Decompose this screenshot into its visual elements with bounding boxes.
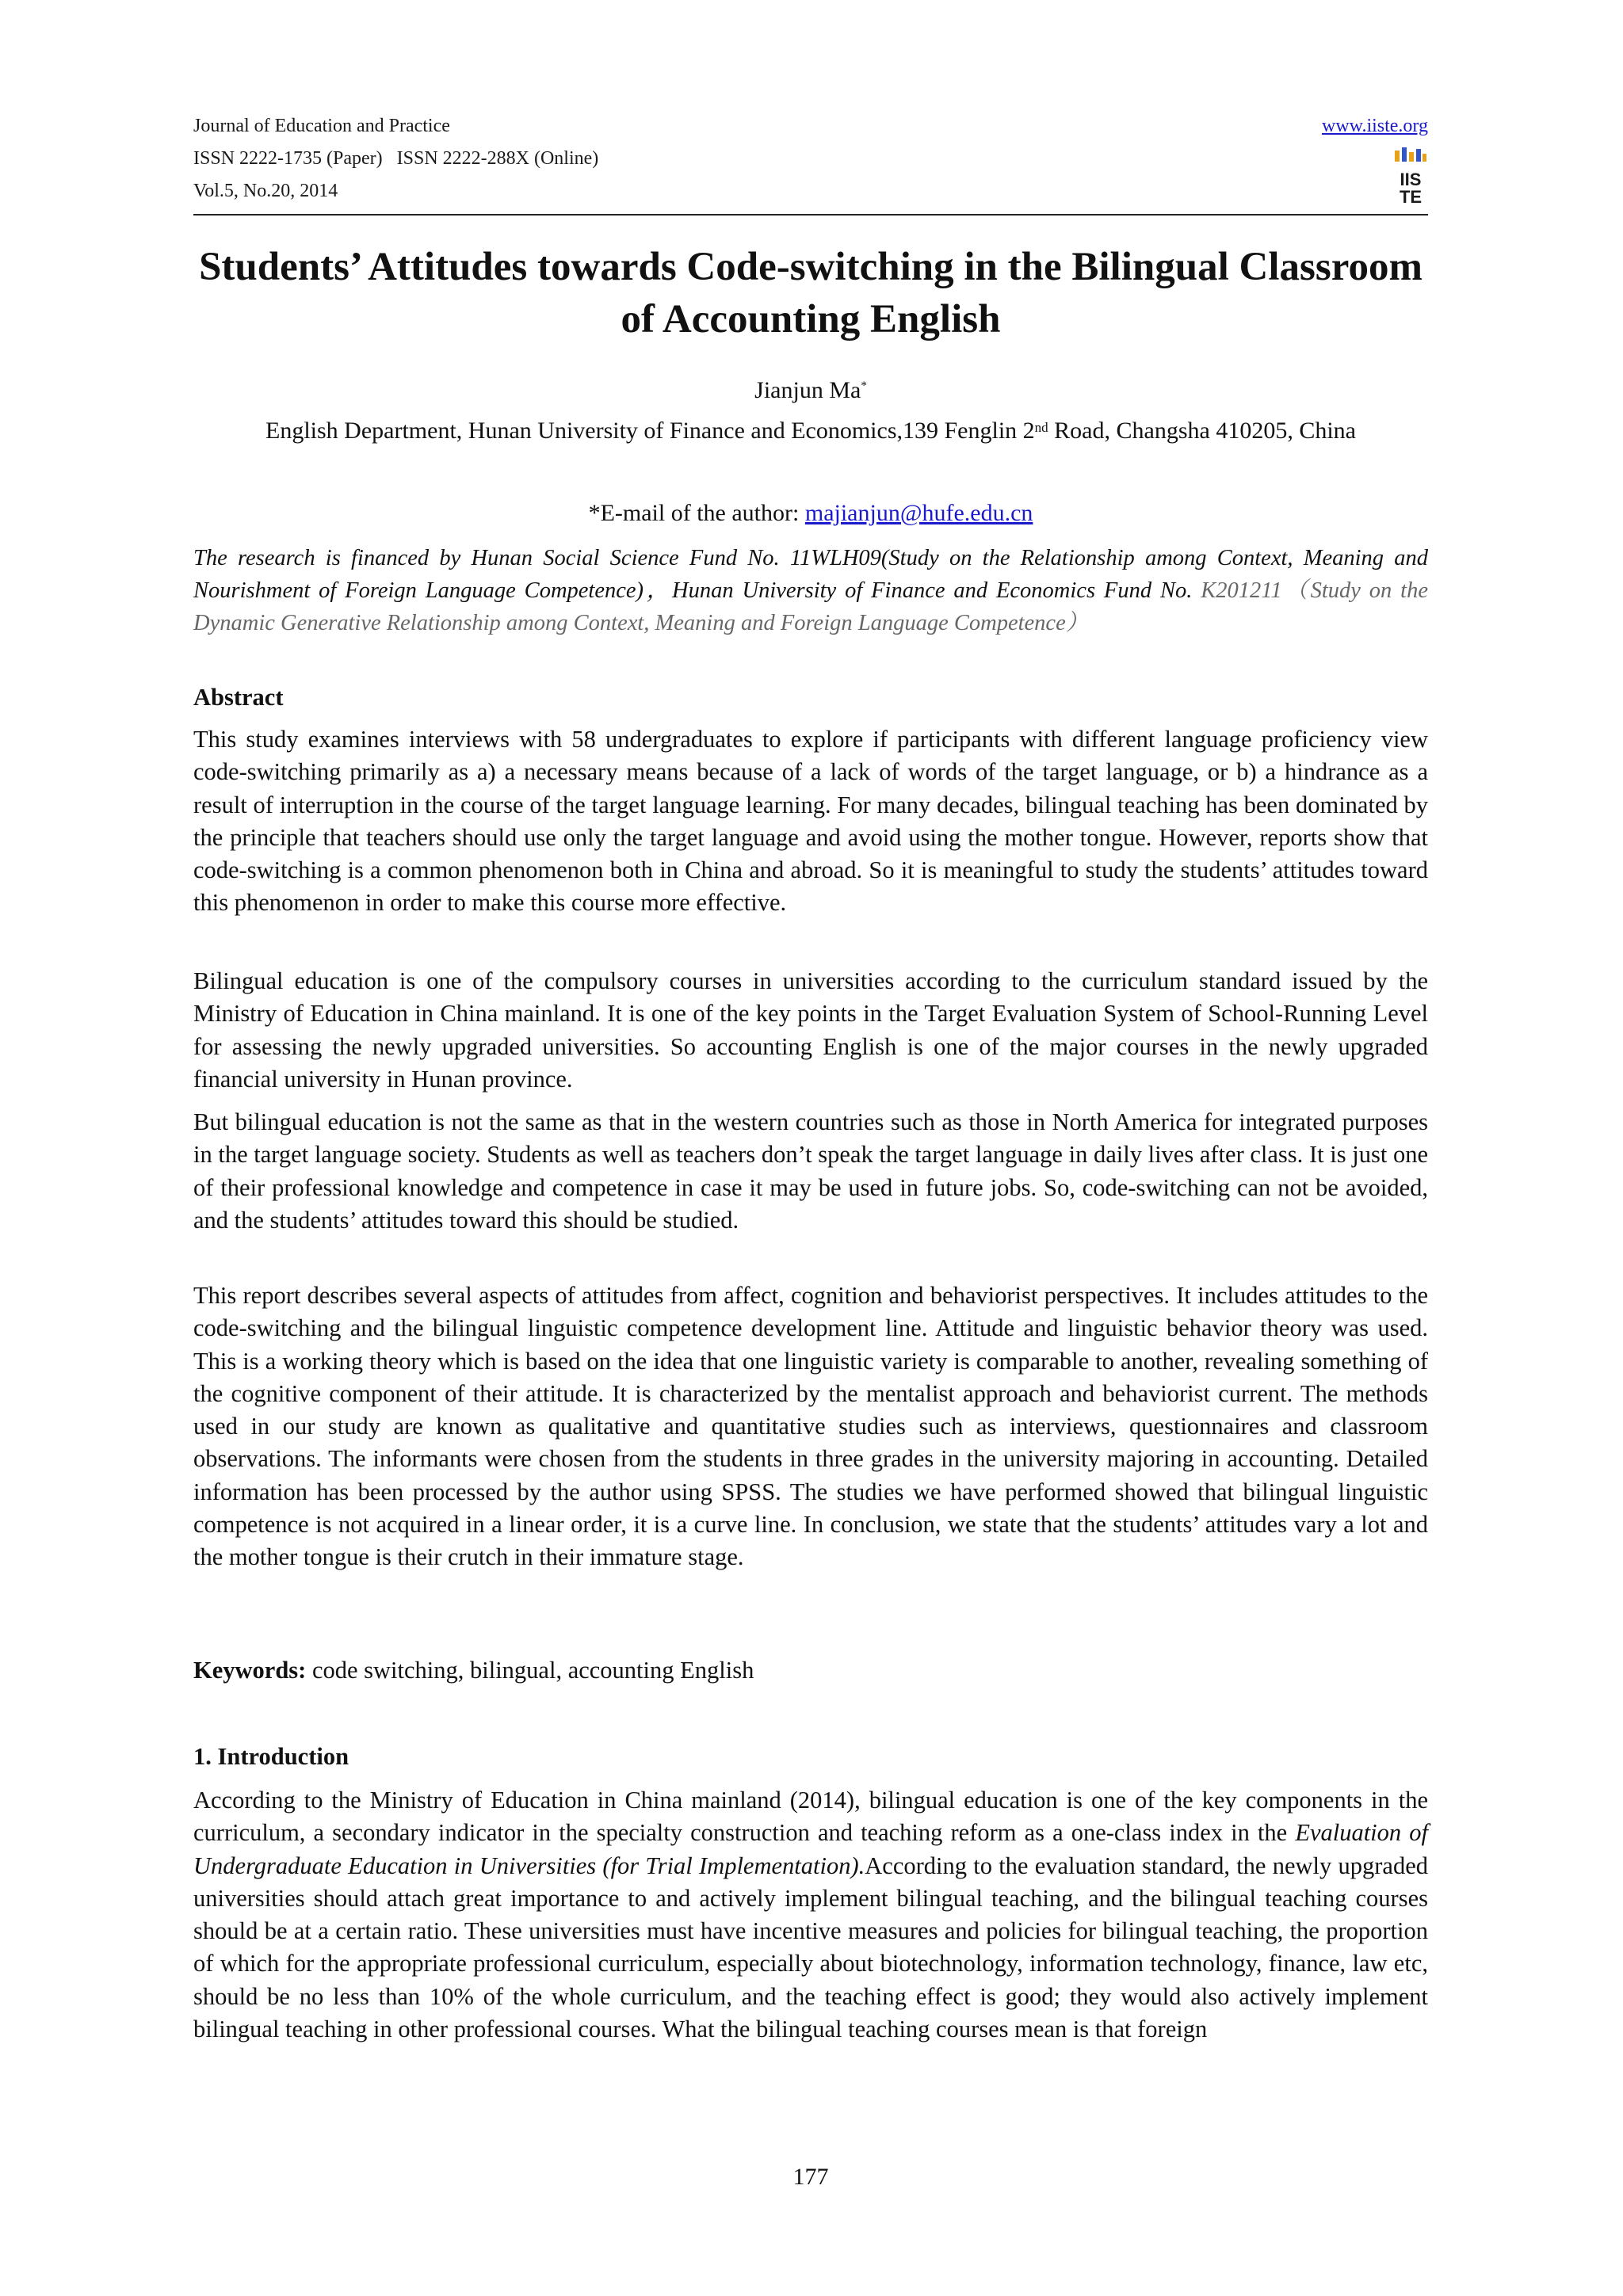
introduction-text-2: According to the evaluation standard, the newly upgraded universities should attach great importance to and actively implement bilingual teaching, and the bilingual teaching courses should be at a certain ratio. These universities must have incentive measures and policies for bilingual teaching, the proportion of which for the appropriate professional curriculum, especially about biotechnology, information technology, finance, law etc, should be no less than 10% of the whole curriculum, and the teaching effect is good; they would also actively implement bilingual teaching in other professional courses. What the bilingual teaching courses mean is that foreign bbox=[193, 1852, 1428, 2043]
author-line bbox=[193, 376, 1428, 406]
journal-name: Journal of Education and Practice bbox=[193, 116, 450, 136]
abstract-paragraph-3: But bilingual education is not the same as that in the western countries such as those in North America for integrated purposes in the target language society. Students as well as teachers don’t speak the target language in daily lives after class. It is just one of their professional knowledge and competence in case it may be used in future jobs. So, code-switching can not be avoided, and the students’ attitudes toward this should be studied. bbox=[193, 1108, 1428, 1234]
issn-line: ISSN 2222-1735 (Paper) ISSN 2222-288X (Online) bbox=[193, 148, 599, 169]
abstract-paragraph-4: This report describes several aspects of attitudes from affect, cognition and behaviorist perspectives. It includes attitudes to the code-switching and the bilingual linguistic competence development line. Attitude and linguistic behavior theory was used. This is a working theory which is based on the idea that one linguistic variety is comparable to another, revealing something of the cognitive component of their attitude. It is characterized by the mentalist approach and behaviorist current. The methods used in our study are known as qualitative and quantitative studies such as interviews, questionnaires and classroom observations. The informants were chosen from the students in three grades in the university majoring in accounting. Detailed information has been processed by the author using SPSS. The studies we have performed showed that bilingual linguistic competence is not acquired in a linear order, it is a curve line. In conclusion, we state that the students’ attitudes vary a lot and the mother tongue is their crutch in their immature stage. bbox=[193, 1282, 1428, 1571]
page-number: 177 bbox=[792, 2164, 829, 2190]
email-label: *E-mail of the author: bbox=[588, 500, 805, 526]
email-line bbox=[193, 498, 1428, 529]
svg-text:IIS: IIS bbox=[1400, 170, 1422, 189]
funding-gray: K201211（Study on the Dynamic Generative Relationship among Context, Meaning and Foreign Language Competence） bbox=[193, 578, 1428, 635]
journal-url-link[interactable]: www.iiste.org bbox=[1322, 116, 1428, 136]
paper-title: Students’ Attitudes towards Code-switching in the Bilingual Classroom of Accounting English bbox=[199, 245, 1423, 341]
abstract-heading: Abstract bbox=[193, 684, 284, 711]
email-link[interactable]: majianjun@hufe.edu.cn bbox=[804, 500, 1033, 526]
header-rule bbox=[193, 214, 1428, 215]
affiliation-part1: English Department, Hunan University of Finance and Economics,139 Fenglin 2 bbox=[265, 418, 1035, 444]
svg-text:TE: TE bbox=[1399, 187, 1423, 206]
affiliation bbox=[193, 415, 1428, 447]
funding-note bbox=[193, 542, 1428, 639]
affiliation-part2: Road, Changsha 410205, China bbox=[1048, 418, 1356, 444]
funding-main: The research is financed by Hunan Social Science Fund No. 11WLH09(Study on the Relationship among Context, Meaning and Nourishment of Foreign Language Competence)，Hunan University of Finance and Economics Fund No. bbox=[193, 546, 1428, 603]
iiste-logo bbox=[1393, 146, 1428, 206]
affiliation-ordinal: nd bbox=[1034, 420, 1048, 435]
keywords-label: Keywords: bbox=[193, 1657, 307, 1684]
keywords bbox=[193, 1654, 1428, 1687]
section-heading-introduction: 1. Introduction bbox=[193, 1743, 349, 1770]
author-name: Jianjun Ma bbox=[754, 377, 861, 403]
abstract-paragraph-2: Bilingual education is one of the compulsory courses in universities according to the curriculum standard issued by the Ministry of Education in China mainland. It is one of the key points in the Target Evaluation System of School-Running Level for assessing the newly upgraded universities. So accounting English is one of the major courses in the newly upgraded financial university in Hunan province. bbox=[193, 967, 1428, 1093]
introduction-italic-title: Evaluation of Undergraduate Education in Universities (for Trial Implementation). bbox=[193, 1819, 1428, 1879]
introduction-paragraph bbox=[193, 1784, 1428, 2046]
introduction-text-1: According to the Ministry of Education in China mainland (2014), bilingual education is one of the key components in the curriculum, a secondary indicator in the specialty construction and teaching reform as a one-class index in the bbox=[193, 1787, 1428, 1847]
author-marker: * bbox=[861, 379, 867, 392]
abstract-paragraph-1: This study examines interviews with 58 undergraduates to explore if participants with different language proficiency view code-switching primarily as a) a necessary means because of a lack of words of the target language, or b) a hindrance as a result of interruption in the course of the target language learning. For many decades, bilingual teaching has been dominated by the principle that teachers should use only the target language and avoid using the mother tongue. However, reports show that code-switching is a common phenomenon both in China and abroad. So it is meaningful to study the students’ attitudes toward this phenomenon in order to make this course more effective. bbox=[193, 726, 1428, 917]
keywords-text: code switching, bilingual, accounting English bbox=[306, 1657, 754, 1684]
volume-line: Vol.5, No.20, 2014 bbox=[193, 181, 338, 201]
